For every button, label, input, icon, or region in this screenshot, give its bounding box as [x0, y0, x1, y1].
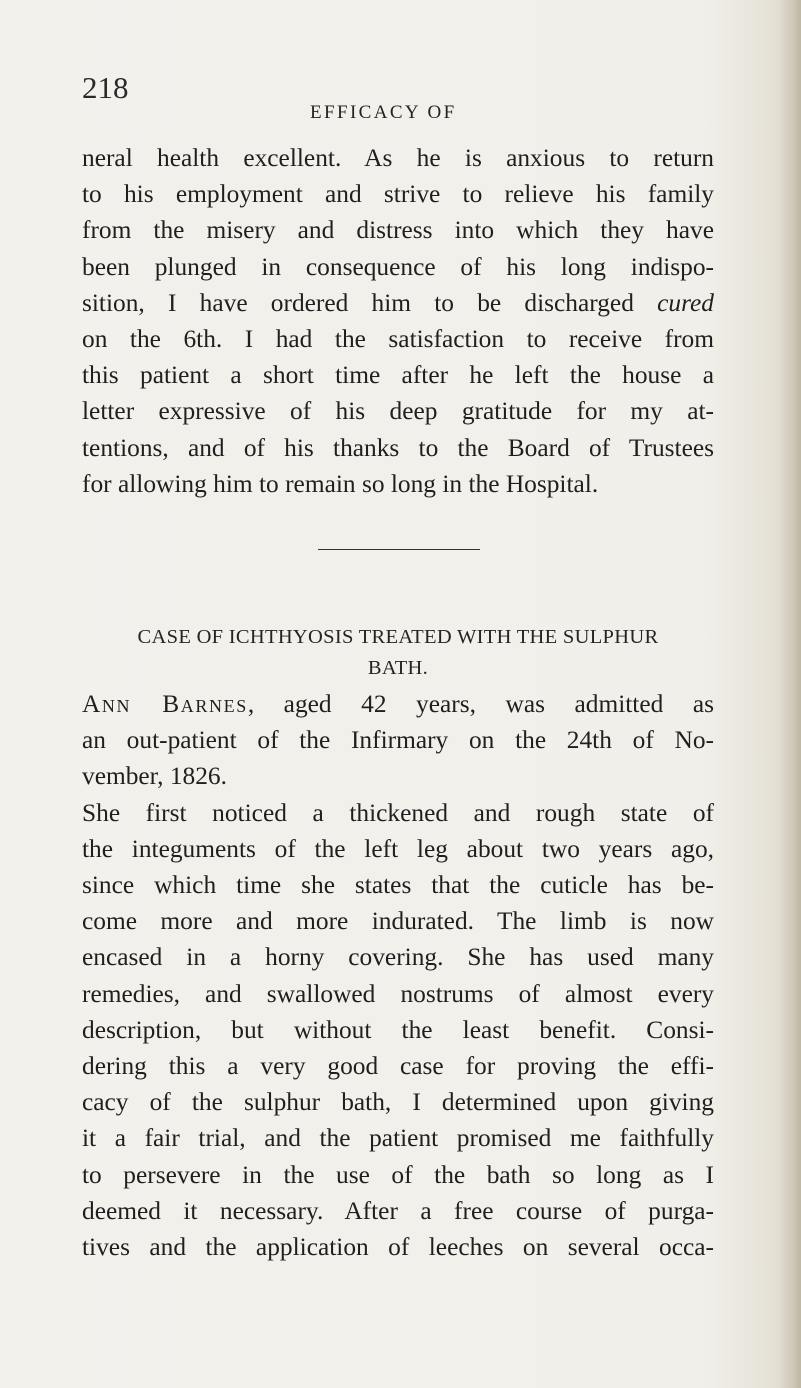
page-number: 218 [82, 70, 129, 105]
text-line: to persevere in the use of the bath so long as I [82, 1160, 714, 1189]
text-line: to his employment and strive to relieve his family [82, 180, 714, 209]
text-line: been plunged in consequence of his long indispo- [82, 252, 714, 281]
text-line: come more and more indurated. The limb is now [82, 907, 714, 936]
text-segment: sition, I have ordered him to be discharged [82, 288, 634, 317]
text-line: remedies, and swallowed nostrums of almost every [82, 979, 714, 1008]
text-line: encased in a horny covering. She has used many [82, 943, 714, 972]
text-line: from the misery and distress into which they have [82, 216, 714, 245]
text-line: dering this a very good case for proving the effi- [82, 1052, 714, 1081]
text-line: deemed it necessary. After a free course of purga- [82, 1196, 714, 1225]
patient-name: Ann Barnes [82, 690, 248, 718]
text-line: this patient a short time after he left the house a [82, 361, 714, 390]
text-line: vember, 1826. [82, 762, 227, 791]
text-line: for allowing him to remain so long in the Hospital. [82, 469, 599, 498]
page-header [82, 72, 722, 122]
case-heading-line-2: BATH. [367, 657, 429, 679]
text-line: She first noticed a thickened and rough state of [82, 798, 714, 827]
text-line: cacy of the sulphur bath, I determined upon giving [82, 1088, 714, 1117]
text-line: tentions, and of his thanks to the Board of Trustees [82, 433, 714, 462]
case-heading [82, 622, 714, 684]
running-head: EFFICACY OF [310, 102, 457, 123]
text-line-with-italic [82, 285, 714, 321]
text-line: letter expressive of his deep gratitude for my at- [82, 397, 714, 426]
text-line: tives and the application of leeches on several occa- [82, 1233, 714, 1262]
text-line: description, but without the least benefit. Consi- [82, 1015, 714, 1044]
text-line-with-name [82, 686, 714, 722]
text-line: neral health excellent. As he is anxious to return [82, 144, 714, 172]
section-divider-rule [318, 549, 480, 550]
page-edge-shadow [779, 0, 801, 1388]
italic-word: cured [657, 288, 714, 317]
text-line: since which time she states that the cuticle has be- [82, 871, 714, 900]
text-line: an out-patient of the Infirmary on the 24th of No- [82, 726, 714, 755]
text-line: it a fair trial, and the patient promised me faithfully [82, 1124, 714, 1153]
case-body [82, 686, 714, 1265]
case-heading-line-1: CASE OF ICHTHYOSIS TREATED WITH THE SULPHUR [137, 626, 659, 648]
text-line: on the 6th. I had the satisfaction to receive from [82, 325, 714, 354]
text-segment: , aged 42 years, was admitted as [247, 690, 714, 718]
paragraph-continuation [82, 140, 714, 502]
text-line: the integuments of the left leg about two years ago, [82, 834, 714, 863]
